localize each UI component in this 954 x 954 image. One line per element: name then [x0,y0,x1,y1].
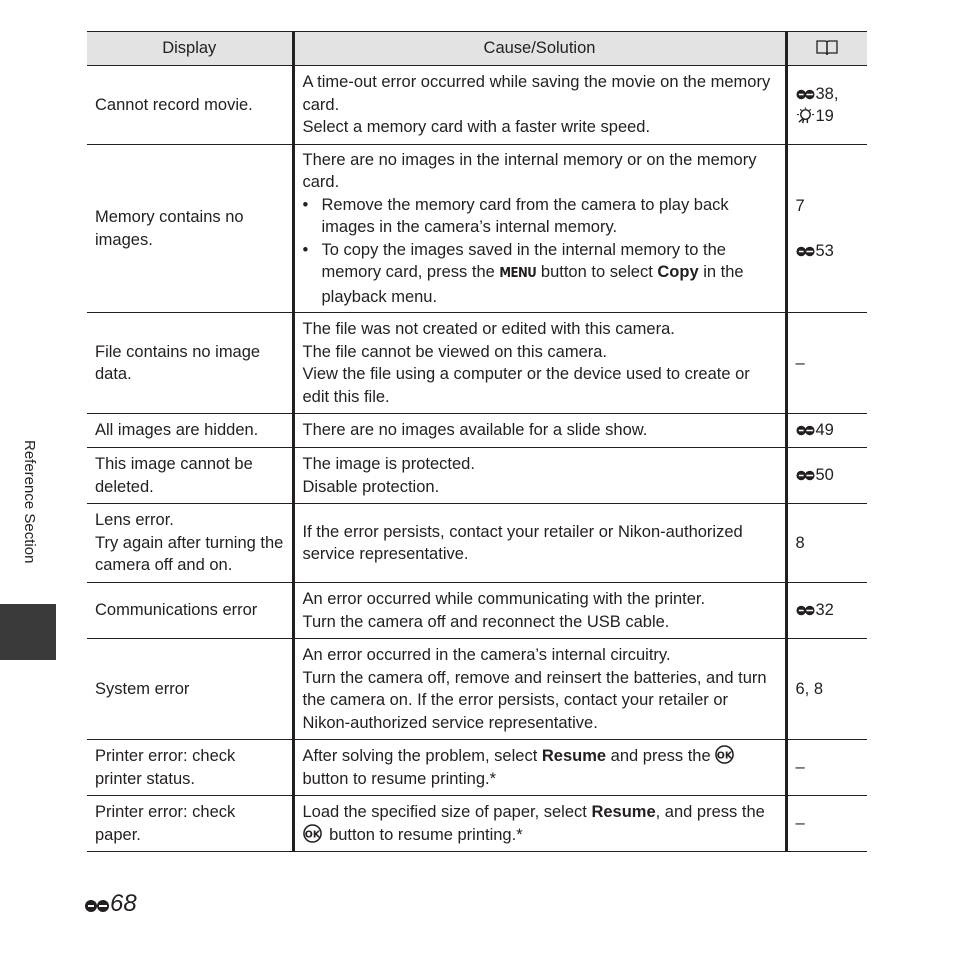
display-text: Lens error. [95,511,174,530]
cause-solution-cell [293,639,786,740]
menu-option-name: Resume [591,803,656,821]
e-ref-icon [796,605,815,616]
cause-text: View the file using a computer or the device used to create or edit this file. [302,365,750,406]
svg-text:OK: OK [304,828,320,840]
bullet-text-part: To copy the images saved in the internal memory to the memory card, press the [321,240,726,282]
bullet-marker: • [302,240,309,259]
cause-solution-cell [293,796,786,852]
cause-text: Turn the camera off, remove and reinsert the batteries, and turn the camera on. If the error persists, contact your retailer or Nikon-authorized service representative. [302,668,767,732]
ok-button-icon [303,824,322,843]
cause-solution-cell [293,145,786,313]
display-text: File contains no image data. [95,342,261,383]
display-text: Memory contains no images. [95,208,244,249]
bullet-item [303,194,777,239]
table-row [87,145,867,313]
side-section-label: Reference Section [21,440,38,564]
page-number [84,890,137,918]
cause-text: Turn the camera off and reconnect the USB cable. [302,612,670,631]
reference-page-text: 49 [815,421,834,440]
display-cell [87,639,293,740]
svg-text:OK: OK [717,750,733,762]
header-reference [786,32,867,66]
table-row [87,796,867,852]
reference-cell [786,145,867,313]
cause-text [303,745,777,790]
reference-page-text: 19 [815,107,834,125]
menu-option-name: Copy [657,263,699,282]
error-messages-table [87,31,867,852]
display-cell [87,504,293,583]
ok-button-icon [715,745,734,764]
page-reference [796,83,860,106]
e-ref-icon [796,89,815,100]
reference-page-text: 32 [815,601,834,620]
bullet-item [303,239,777,309]
cause-text: Disable protection. [302,477,440,496]
reference-cell [786,66,867,145]
table-row [87,448,867,504]
menu-option-name: Resume [541,747,607,765]
header-cause-solution: Cause/Solution [293,32,786,66]
bullet-text-part: Remove the memory card from the camera to play back images in the camera’s internal memory. [321,195,729,237]
table-row [87,66,867,145]
page-reference [796,240,860,263]
header-display: Display [87,32,293,66]
page-reference [796,105,860,128]
cause-text: An error occurred while communicating with the printer. [302,590,706,608]
reference-page-text: 7 [795,197,805,215]
table-row [87,313,867,414]
e-ref-icon [796,470,815,481]
table-row [87,504,867,583]
display-text: System error [95,679,190,698]
cause-solution-cell [293,504,786,583]
reference-page-text: 53 [815,241,834,260]
display-text: Printer error: check paper. [95,803,236,844]
reference-cell [786,504,867,583]
reference-page-text: – [795,814,805,833]
page-number-text: 68 [110,890,137,917]
display-text: Printer error: check printer status. [95,747,236,788]
cause-solution-cell [293,583,786,639]
cause-text: The image is protected. [302,455,475,473]
reference-cell [786,583,867,639]
table-row [87,740,867,796]
cause-text: There are no images available for a slide show. [302,421,648,440]
page-reference [796,419,860,442]
cause-text: There are no images in the internal memory or on the memory card. [302,150,757,192]
page-reference [796,352,860,375]
page-reference [796,195,860,218]
table-row [87,583,867,639]
cause-text [303,801,777,846]
section-tab-marker [0,604,56,660]
book-icon [815,39,839,57]
e-ref-icon [84,899,110,913]
display-text: This image cannot be deleted. [95,455,253,496]
reference-cell [786,414,867,448]
display-text: Cannot record movie. [95,95,253,114]
display-cell [87,796,293,852]
cause-text: An error occurred in the camera’s internal circuitry. [302,646,671,664]
display-cell [87,313,293,414]
cause-text: If the error persists, contact your retailer or Nikon-authorized service representative. [302,522,743,563]
cause-solution-cell [293,448,786,504]
display-cell [87,740,293,796]
cause-text: Select a memory card with a faster write speed. [302,118,651,137]
bullet-text [322,239,777,309]
page-reference [796,678,860,701]
reference-cell [786,639,867,740]
e-ref-icon [796,246,815,257]
display-text: Communications error [95,601,258,620]
e-ref-icon [796,425,815,436]
display-cell [87,448,293,504]
reference-page-text: – [795,353,805,372]
cause-solution-cell [293,740,786,796]
reference-cell [786,448,867,504]
bullet-text-part: in the playback menu. [321,263,744,306]
menu-button-label: MENU [499,266,537,282]
cause-text-part: After solving the problem, select [302,747,542,765]
reference-page-text: – [795,758,805,777]
display-cell [87,414,293,448]
table-row [87,414,867,448]
cause-text: The file was not created or edited with this camera. [302,320,675,338]
bullet-text [322,194,777,239]
cause-text: The file cannot be viewed on this camera. [302,342,608,361]
cause-text: A time-out error occurred while saving the movie on the memory card. [302,73,771,114]
display-cell [87,583,293,639]
page-reference [796,756,860,779]
reference-page-text: 6, 8 [795,679,824,698]
display-cell [87,66,293,145]
bullet-text-part: button to select [536,263,658,282]
table-header-row [87,32,867,66]
reference-cell [786,796,867,852]
cause-text-part: , and press the [655,803,765,821]
reference-page-text: 38, [815,84,839,103]
cause-solution-cell [293,66,786,145]
page-reference [796,464,860,487]
reference-cell [786,313,867,414]
page-reference [796,599,860,622]
reference-page-text: 8 [795,533,805,552]
cause-solution-cell [293,414,786,448]
cause-text-part: Load the specified size of paper, select [302,803,592,821]
reference-cell [786,740,867,796]
page-reference [796,812,860,835]
cause-text-part: and press the [606,747,716,765]
cause-text-part: button to resume printing.* [302,769,497,788]
display-text: All images are hidden. [95,421,259,440]
table-row [87,639,867,740]
tip-ref-icon [796,107,815,124]
cause-text-part: button to resume printing.* [324,825,523,844]
reference-page-text: 50 [815,466,834,485]
display-text: Try again after turning the camera off and on. [95,533,284,575]
page-reference [796,532,860,555]
display-cell [87,145,293,313]
bullet-marker: • [302,195,309,214]
cause-solution-cell [293,313,786,414]
